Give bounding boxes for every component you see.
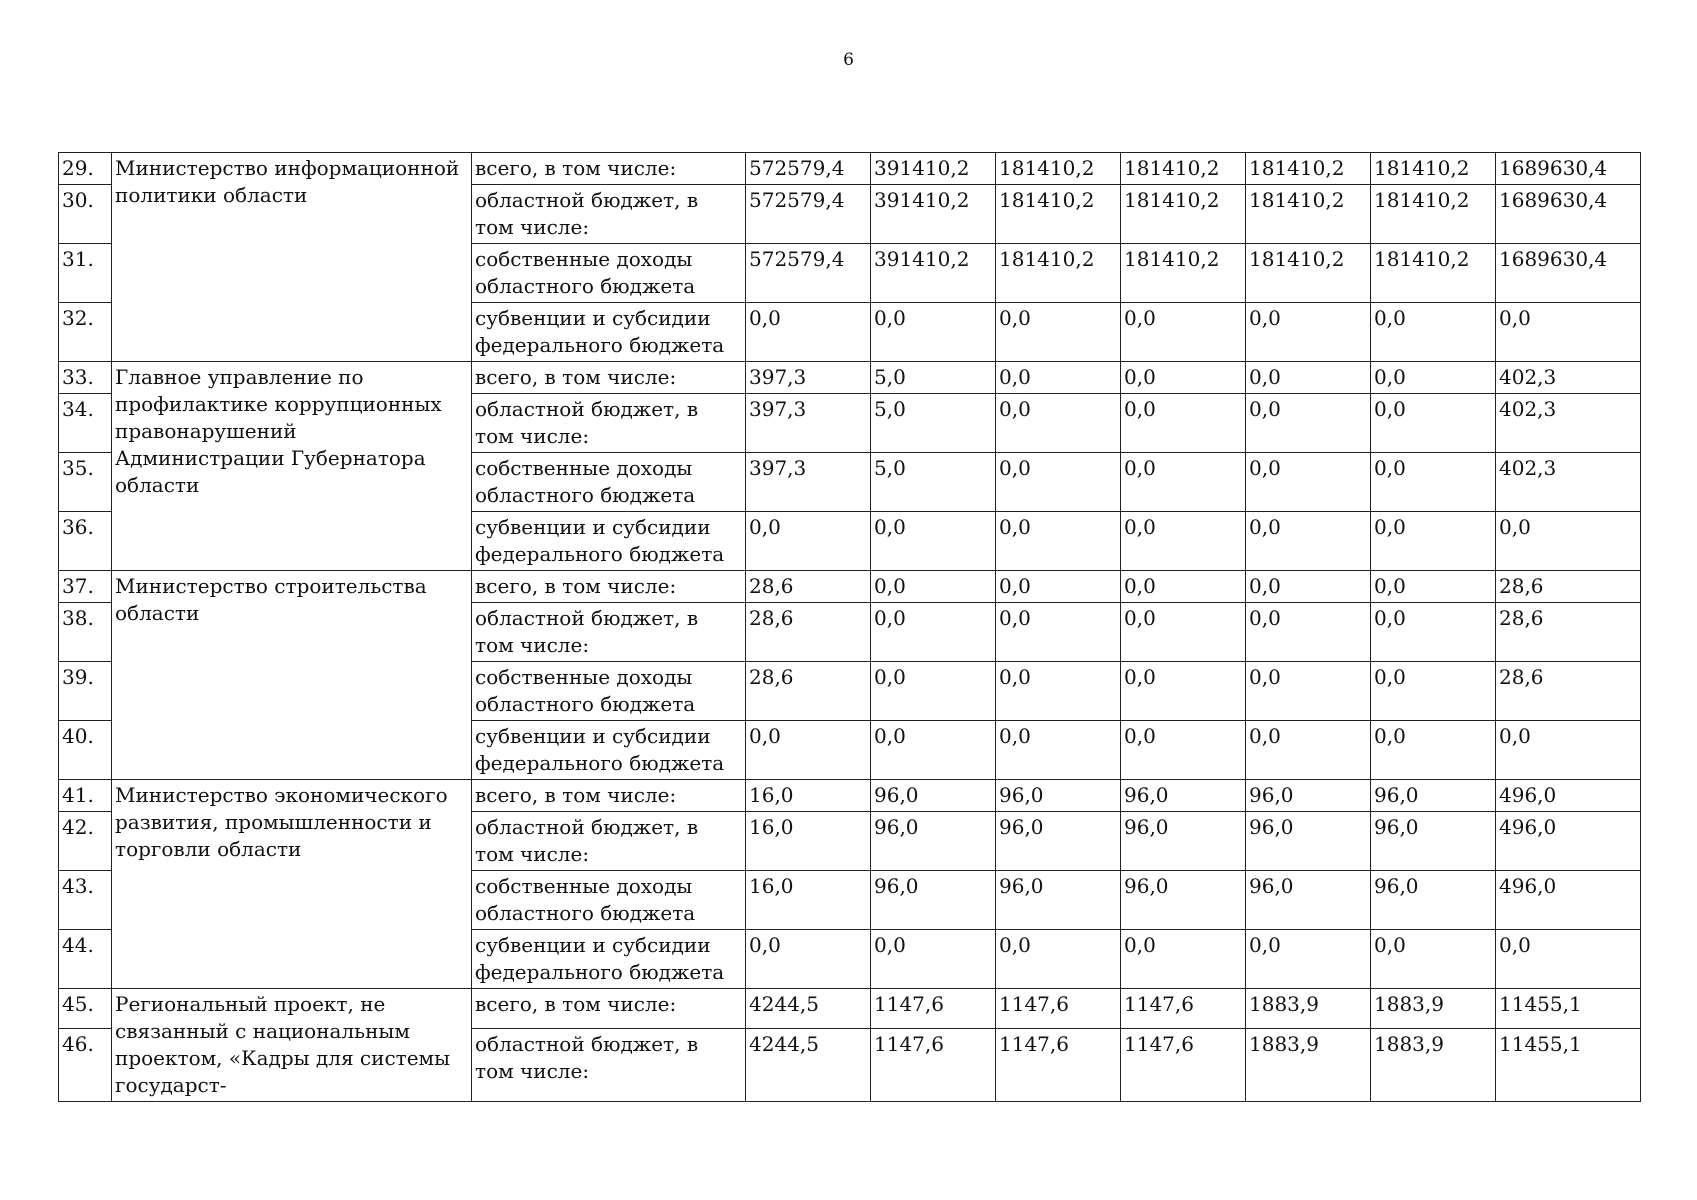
funding-source: собственные доходы областного бюджета (472, 244, 746, 303)
year-value: 0,0 (1371, 662, 1496, 721)
total-value: 496,0 (1496, 812, 1641, 871)
year-value: 0,0 (1371, 453, 1496, 512)
year-value: 1147,6 (871, 1028, 996, 1101)
row-number: 43. (59, 871, 112, 930)
row-number: 30. (59, 185, 112, 244)
funding-source: субвенции и субсидии федерального бюджета (472, 721, 746, 780)
year-value: 1147,6 (996, 989, 1121, 1029)
year-value: 0,0 (996, 394, 1121, 453)
total-value: 0,0 (1496, 512, 1641, 571)
organization-name: Главное управление по профилактике коррупционных правонарушений Администрации Губернатора области (112, 362, 472, 571)
total-value: 28,6 (1496, 662, 1641, 721)
year-value: 181410,2 (1121, 153, 1246, 185)
year-value: 0,0 (1121, 662, 1246, 721)
year-value: 96,0 (1246, 780, 1371, 812)
year-value: 1883,9 (1371, 1028, 1496, 1101)
row-number: 33. (59, 362, 112, 394)
table-row (59, 780, 1641, 812)
year-value: 96,0 (1121, 871, 1246, 930)
year-value: 0,0 (996, 721, 1121, 780)
year-value: 0,0 (1371, 394, 1496, 453)
year-value: 0,0 (1121, 512, 1246, 571)
row-number: 37. (59, 571, 112, 603)
year-value: 0,0 (1246, 603, 1371, 662)
year-value: 181410,2 (1371, 185, 1496, 244)
year-value: 0,0 (1246, 453, 1371, 512)
year-value: 28,6 (746, 571, 871, 603)
year-value: 0,0 (746, 930, 871, 989)
funding-source: областной бюджет, в том числе: (472, 394, 746, 453)
total-value: 496,0 (1496, 871, 1641, 930)
year-value: 96,0 (871, 871, 996, 930)
year-value: 0,0 (1371, 303, 1496, 362)
row-number: 46. (59, 1028, 112, 1101)
year-value: 572579,4 (746, 185, 871, 244)
row-number: 35. (59, 453, 112, 512)
year-value: 0,0 (746, 303, 871, 362)
table-row (59, 153, 1641, 185)
year-value: 1883,9 (1246, 989, 1371, 1029)
year-value: 0,0 (1121, 453, 1246, 512)
total-value: 402,3 (1496, 453, 1641, 512)
year-value: 0,0 (871, 662, 996, 721)
year-value: 4244,5 (746, 1028, 871, 1101)
year-value: 0,0 (996, 930, 1121, 989)
year-value: 0,0 (1371, 362, 1496, 394)
year-value: 0,0 (996, 603, 1121, 662)
year-value: 0,0 (1121, 394, 1246, 453)
total-value: 1689630,4 (1496, 244, 1641, 303)
organization-name: Министерство строительства области (112, 571, 472, 780)
year-value: 5,0 (871, 362, 996, 394)
row-number: 32. (59, 303, 112, 362)
year-value: 0,0 (871, 512, 996, 571)
year-value: 96,0 (1371, 871, 1496, 930)
total-value: 11455,1 (1496, 989, 1641, 1029)
year-value: 96,0 (996, 871, 1121, 930)
year-value: 181410,2 (1246, 185, 1371, 244)
year-value: 28,6 (746, 603, 871, 662)
year-value: 0,0 (1246, 512, 1371, 571)
year-value: 0,0 (1121, 721, 1246, 780)
year-value: 96,0 (1246, 871, 1371, 930)
year-value: 0,0 (996, 571, 1121, 603)
year-value: 391410,2 (871, 185, 996, 244)
year-value: 0,0 (871, 930, 996, 989)
organization-name: Региональный проект, не связанный с национальным проектом, «Кадры для системы государст- (112, 989, 472, 1102)
year-value: 181410,2 (1121, 244, 1246, 303)
year-value: 0,0 (996, 453, 1121, 512)
year-value: 96,0 (1371, 812, 1496, 871)
year-value: 0,0 (996, 662, 1121, 721)
funding-source: всего, в том числе: (472, 989, 746, 1029)
year-value: 0,0 (1371, 721, 1496, 780)
year-value: 5,0 (871, 394, 996, 453)
row-number: 40. (59, 721, 112, 780)
year-value: 0,0 (996, 512, 1121, 571)
year-value: 0,0 (996, 303, 1121, 362)
funding-source: субвенции и субсидии федерального бюджета (472, 930, 746, 989)
table-row (59, 362, 1641, 394)
year-value: 0,0 (746, 721, 871, 780)
year-value: 0,0 (746, 512, 871, 571)
table-row (59, 571, 1641, 603)
year-value: 4244,5 (746, 989, 871, 1029)
year-value: 96,0 (1371, 780, 1496, 812)
total-value: 28,6 (1496, 603, 1641, 662)
year-value: 96,0 (871, 812, 996, 871)
row-number: 31. (59, 244, 112, 303)
year-value: 181410,2 (1121, 185, 1246, 244)
year-value: 0,0 (1246, 721, 1371, 780)
year-value: 0,0 (1246, 303, 1371, 362)
year-value: 0,0 (1371, 512, 1496, 571)
year-value: 1147,6 (996, 1028, 1121, 1101)
year-value: 0,0 (1371, 603, 1496, 662)
year-value: 181410,2 (996, 153, 1121, 185)
funding-source: собственные доходы областного бюджета (472, 453, 746, 512)
year-value: 0,0 (1246, 571, 1371, 603)
funding-source: областной бюджет, в том числе: (472, 603, 746, 662)
funding-source: собственные доходы областного бюджета (472, 871, 746, 930)
funding-source: всего, в том числе: (472, 153, 746, 185)
year-value: 1147,6 (1121, 1028, 1246, 1101)
year-value: 16,0 (746, 871, 871, 930)
total-value: 402,3 (1496, 362, 1641, 394)
year-value: 0,0 (1246, 362, 1371, 394)
year-value: 0,0 (1121, 303, 1246, 362)
year-value: 0,0 (1371, 571, 1496, 603)
year-value: 181410,2 (1246, 153, 1371, 185)
row-number: 44. (59, 930, 112, 989)
row-number: 41. (59, 780, 112, 812)
year-value: 0,0 (1371, 930, 1496, 989)
year-value: 0,0 (1121, 571, 1246, 603)
total-value: 11455,1 (1496, 1028, 1641, 1101)
year-value: 28,6 (746, 662, 871, 721)
funding-source: областной бюджет, в том числе: (472, 812, 746, 871)
year-value: 0,0 (1246, 930, 1371, 989)
year-value: 397,3 (746, 453, 871, 512)
year-value: 0,0 (1246, 662, 1371, 721)
row-number: 39. (59, 662, 112, 721)
year-value: 0,0 (996, 362, 1121, 394)
year-value: 572579,4 (746, 244, 871, 303)
row-number: 45. (59, 989, 112, 1029)
row-number: 42. (59, 812, 112, 871)
funding-source: всего, в том числе: (472, 362, 746, 394)
year-value: 16,0 (746, 780, 871, 812)
year-value: 96,0 (871, 780, 996, 812)
year-value: 0,0 (871, 571, 996, 603)
total-value: 28,6 (1496, 571, 1641, 603)
year-value: 181410,2 (1371, 153, 1496, 185)
year-value: 96,0 (996, 812, 1121, 871)
year-value: 0,0 (871, 721, 996, 780)
year-value: 0,0 (1246, 394, 1371, 453)
year-value: 0,0 (871, 603, 996, 662)
budget-table (58, 152, 1641, 1102)
year-value: 397,3 (746, 362, 871, 394)
year-value: 181410,2 (1371, 244, 1496, 303)
table-row (59, 989, 1641, 1029)
year-value: 181410,2 (1246, 244, 1371, 303)
total-value: 0,0 (1496, 721, 1641, 780)
total-value: 402,3 (1496, 394, 1641, 453)
year-value: 391410,2 (871, 153, 996, 185)
year-value: 96,0 (1246, 812, 1371, 871)
funding-source: областной бюджет, в том числе: (472, 1028, 746, 1101)
row-number: 34. (59, 394, 112, 453)
row-number: 36. (59, 512, 112, 571)
year-value: 96,0 (1121, 812, 1246, 871)
year-value: 5,0 (871, 453, 996, 512)
total-value: 0,0 (1496, 930, 1641, 989)
funding-source: субвенции и субсидии федерального бюджета (472, 512, 746, 571)
funding-source: всего, в том числе: (472, 780, 746, 812)
year-value: 1883,9 (1246, 1028, 1371, 1101)
year-value: 96,0 (996, 780, 1121, 812)
total-value: 1689630,4 (1496, 153, 1641, 185)
funding-source: субвенции и субсидии федерального бюджета (472, 303, 746, 362)
page-number: 6 (843, 50, 854, 70)
row-number: 29. (59, 153, 112, 185)
year-value: 0,0 (1121, 362, 1246, 394)
total-value: 496,0 (1496, 780, 1641, 812)
funding-source: областной бюджет, в том числе: (472, 185, 746, 244)
total-value: 1689630,4 (1496, 185, 1641, 244)
year-value: 1147,6 (1121, 989, 1246, 1029)
year-value: 16,0 (746, 812, 871, 871)
year-value: 397,3 (746, 394, 871, 453)
funding-source: всего, в том числе: (472, 571, 746, 603)
row-number: 38. (59, 603, 112, 662)
year-value: 0,0 (1121, 930, 1246, 989)
funding-source: собственные доходы областного бюджета (472, 662, 746, 721)
total-value: 0,0 (1496, 303, 1641, 362)
year-value: 1147,6 (871, 989, 996, 1029)
year-value: 181410,2 (996, 185, 1121, 244)
year-value: 181410,2 (996, 244, 1121, 303)
year-value: 0,0 (1121, 603, 1246, 662)
year-value: 0,0 (871, 303, 996, 362)
year-value: 1883,9 (1371, 989, 1496, 1029)
year-value: 96,0 (1121, 780, 1246, 812)
organization-name: Министерство информационной политики области (112, 153, 472, 362)
organization-name: Министерство экономического развития, промышленности и торговли области (112, 780, 472, 989)
year-value: 572579,4 (746, 153, 871, 185)
year-value: 391410,2 (871, 244, 996, 303)
